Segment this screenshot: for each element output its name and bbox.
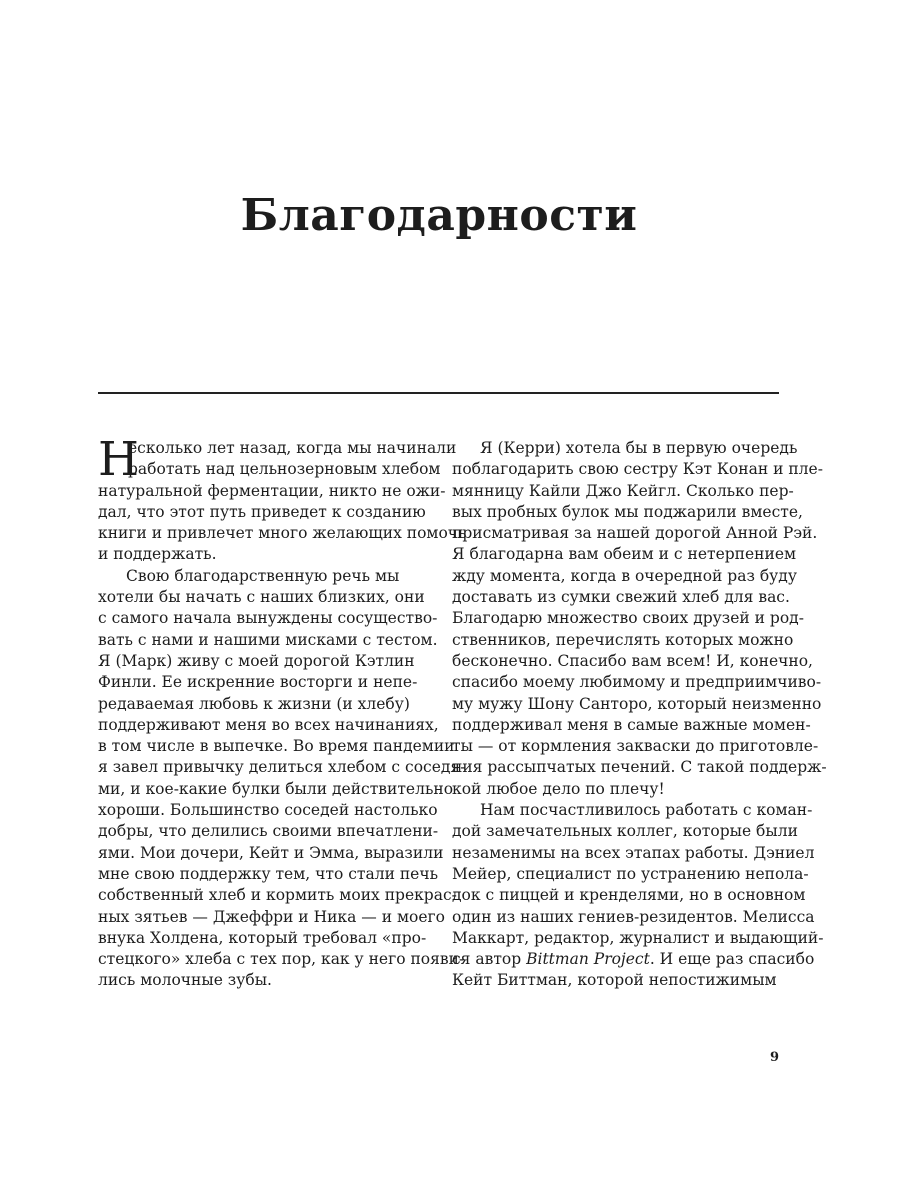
text-line: присматривая за нашей дорогой Анной Рэй. bbox=[452, 524, 818, 543]
drop-cap-letter: Н bbox=[98, 432, 139, 487]
text-line: Мейер, специалист по устранению непола- bbox=[452, 864, 809, 883]
text-line: незаменимы на всех этапах работы. Дэниел bbox=[452, 843, 815, 862]
text-line: мянницу Кайли Джо Кейгл. Сколько пер- bbox=[452, 481, 794, 500]
text-line: в том числе в выпечке. Во время пандемии bbox=[98, 737, 455, 756]
right-text-column bbox=[452, 438, 827, 992]
text-line: Свою благодарственную речь мы bbox=[126, 566, 400, 585]
text-line: Финли. Ее искренние восторги и непе- bbox=[98, 673, 418, 692]
text-line: жду момента, когда в очередной раз буду bbox=[452, 566, 797, 585]
text-line: док с пиццей и кренделями, но в основном bbox=[452, 886, 806, 905]
text-line: хотели бы начать с наших близких, они bbox=[98, 588, 425, 607]
text-line: редаваемая любовь к жизни (и хлебу) bbox=[98, 694, 410, 713]
text-line: кой любое дело по плечу! bbox=[452, 779, 665, 798]
text-line: Я (Керри) хотела бы в первую очередь bbox=[480, 439, 798, 457]
text-line: ями. Мои дочери, Кейт и Эмма, выразили bbox=[98, 843, 444, 862]
text-line: есколько лет назад, когда мы начинали bbox=[128, 439, 457, 457]
text-line: Маккарт, редактор, журналист и выдающий- bbox=[452, 928, 824, 947]
text-line: Нам посчастливилось работать с коман- bbox=[480, 801, 813, 820]
text-line: дал, что этот путь приведет к созданию bbox=[98, 502, 426, 521]
text-line: мне свою поддержку тем, что стали печь bbox=[98, 864, 439, 883]
text-line: хороши. Большинство соседей настолько bbox=[98, 801, 438, 820]
text-line: собственный хлеб и кормить моих прекрас- bbox=[98, 886, 457, 905]
text-line: лись молочные зубы. bbox=[98, 971, 272, 990]
text-line: бесконечно. Спасибо вам всем! И, конечно, bbox=[452, 651, 813, 670]
page-number: 9 bbox=[770, 1050, 780, 1065]
text-line: Я (Марк) живу с моей дорогой Кэтлин bbox=[98, 651, 415, 670]
text-line: Я благодарна вам обеим и с нетерпением bbox=[452, 545, 797, 564]
text-line: и поддержать. bbox=[98, 545, 217, 564]
text-line: поддерживал меня в самые важные момен- bbox=[452, 715, 811, 734]
text-line: ты — от кормления закваски до приготовле- bbox=[452, 737, 819, 756]
text-line: ственников, перечислять которых можно bbox=[452, 630, 794, 649]
title-divider bbox=[98, 392, 779, 394]
text-line: му мужу Шону Санторо, который неизменно bbox=[452, 694, 822, 713]
text-fragment: ся автор bbox=[452, 950, 527, 969]
text-line: дой замечательных коллег, которые были bbox=[452, 822, 798, 841]
text-line: стецкого» хлеба с тех пор, как у него появи- bbox=[98, 950, 465, 969]
text-line: ных зятьев — Джеффри и Ника — и моего bbox=[98, 907, 445, 926]
text-line: спасибо моему любимому и предприимчиво- bbox=[452, 673, 822, 692]
text-line: книги и привлечет много желающих помочь bbox=[98, 524, 467, 543]
text-line: с самого начала вынуждены сосущество- bbox=[98, 609, 438, 628]
text-line: вать с нами и нашими мисками с тестом. bbox=[98, 630, 438, 649]
text-line bbox=[452, 949, 815, 970]
text-fragment: . И еще раз спасибо bbox=[649, 950, 815, 969]
text-line: ния рассыпчатых печений. С такой поддерж- bbox=[452, 758, 827, 777]
text-line: ми, и кое-какие булки были действительно bbox=[98, 779, 454, 798]
text-line: Кейт Биттман, которой непостижимым bbox=[452, 971, 777, 990]
text-line: работать над цельнозерновым хлебом bbox=[128, 460, 441, 479]
text-line: поблагодарить свою сестру Кэт Конан и пле- bbox=[452, 460, 823, 479]
text-line: добры, что делились своими впечатлени- bbox=[98, 822, 439, 841]
text-line: внука Холдена, который требовал «про- bbox=[98, 928, 427, 947]
text-line: один из наших гениев-резидентов. Мелисса bbox=[452, 907, 815, 926]
text-line: поддерживают меня во всех начинаниях, bbox=[98, 715, 439, 734]
left-text-column bbox=[98, 432, 467, 992]
page-title: Благодарности bbox=[240, 190, 638, 241]
text-line: я завел привычку делиться хлебом с соседя- bbox=[98, 758, 466, 777]
text-line: натуральной ферментации, никто не ожи- bbox=[98, 481, 446, 500]
text-line: Благодарю множество своих друзей и род- bbox=[452, 609, 804, 628]
first-paragraph-start bbox=[98, 432, 457, 487]
text-line: доставать из сумки свежий хлеб для вас. bbox=[452, 588, 790, 607]
book-title-italic: Bittman Project bbox=[526, 950, 650, 969]
text-line: вых пробных булок мы поджарили вместе, bbox=[452, 502, 803, 521]
